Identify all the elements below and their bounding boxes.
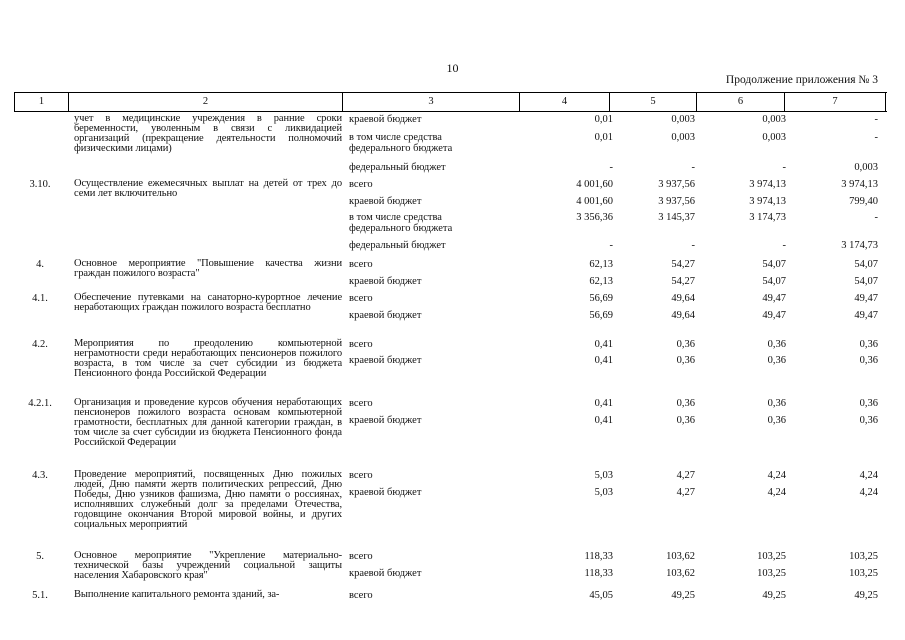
- value-col-6: 0,36: [767, 398, 786, 409]
- funding-source: федеральный бюджет: [349, 240, 446, 251]
- value-col-5: 4,27: [676, 470, 695, 481]
- row-description: Мероприятия по преодолению компьютерной неграмотности среди неработающих пенсионеров пожилого возраста, в том числе за счет субсидии из бюджета Пенсионного фонда Российской Федерации: [74, 338, 342, 379]
- value-col-6: 49,25: [762, 590, 786, 601]
- row-number: 4.3.: [32, 470, 48, 481]
- value-col-6: 0,36: [767, 355, 786, 366]
- value-col-7: 0,36: [859, 415, 878, 426]
- value-col-7: -: [874, 212, 878, 223]
- funding-source: в том числе средства федерального бюджета: [349, 132, 453, 154]
- row-number: 4.2.1.: [28, 398, 52, 409]
- funding-source: всего: [349, 293, 373, 304]
- value-col-5: 3 937,56: [658, 196, 695, 207]
- funding-source: краевой бюджет: [349, 415, 422, 426]
- value-col-6: 54,07: [762, 259, 786, 270]
- value-col-6: 0,003: [762, 132, 786, 143]
- value-col-5: 4,27: [676, 487, 695, 498]
- value-col-4: 62,13: [589, 259, 613, 270]
- value-col-6: 0,003: [762, 114, 786, 125]
- value-col-5: -: [691, 240, 695, 251]
- value-col-7: 49,47: [854, 293, 878, 304]
- row-number: 4.2.: [32, 339, 48, 350]
- funding-source: краевой бюджет: [349, 355, 422, 366]
- value-col-6: -: [782, 162, 786, 173]
- funding-source: всего: [349, 259, 373, 270]
- table-header: [14, 92, 887, 112]
- funding-source: краевой бюджет: [349, 568, 422, 579]
- value-col-4: 0,01: [594, 114, 613, 125]
- value-col-5: 103,62: [666, 568, 695, 579]
- value-col-4: 0,01: [594, 132, 613, 143]
- value-col-5: 54,27: [671, 259, 695, 270]
- value-col-4: 0,41: [594, 339, 613, 350]
- row-description: Основное мероприятие "Повышение качества жизни граждан пожилого возраста": [74, 258, 342, 279]
- funding-source: федеральный бюджет: [349, 162, 446, 173]
- row-number: 5.: [36, 551, 44, 562]
- value-col-4: 0,41: [594, 398, 613, 409]
- value-col-6: 3 974,13: [749, 179, 786, 190]
- header-col-3: 3: [343, 93, 520, 111]
- value-col-7: 4,24: [859, 470, 878, 481]
- value-col-4: 0,41: [594, 355, 613, 366]
- value-col-7: 0,36: [859, 339, 878, 350]
- value-col-4: 4 001,60: [576, 196, 613, 207]
- row-number: 4.1.: [32, 293, 48, 304]
- value-col-5: 0,003: [671, 114, 695, 125]
- funding-source: краевой бюджет: [349, 114, 422, 125]
- funding-source: всего: [349, 339, 373, 350]
- value-col-5: 49,25: [671, 590, 695, 601]
- value-col-7: 54,07: [854, 276, 878, 287]
- funding-source: всего: [349, 179, 373, 190]
- row-number: 5.1.: [32, 590, 48, 601]
- value-col-7: 49,25: [854, 590, 878, 601]
- value-col-4: 56,69: [589, 310, 613, 321]
- value-col-5: 0,36: [676, 398, 695, 409]
- value-col-6: 49,47: [762, 293, 786, 304]
- value-col-4: 118,33: [584, 568, 613, 579]
- value-col-7: 3 974,13: [841, 179, 878, 190]
- value-col-7: 49,47: [854, 310, 878, 321]
- row-description: Организация и проведение курсов обучения неработающих пенсионеров пожилого возраста основам компьютерной грамотности, бесплатных для данной категории граждан, в том числе за счет субсидии из бюджета Пенсионного фонда Российской Федерации: [74, 397, 342, 448]
- value-col-6: -: [782, 240, 786, 251]
- row-number: 4.: [36, 259, 44, 270]
- row-description: Осуществление ежемесячных выплат на детей от трех до семи лет включительно: [74, 178, 342, 199]
- value-col-6: 3 174,73: [749, 212, 786, 223]
- funding-source: всего: [349, 470, 373, 481]
- value-col-4: 56,69: [589, 293, 613, 304]
- value-col-6: 4,24: [767, 487, 786, 498]
- funding-source: всего: [349, 590, 373, 601]
- value-col-6: 3 974,13: [749, 196, 786, 207]
- value-col-5: -: [691, 162, 695, 173]
- row-description: Основное мероприятие "Укрепление материально-технической базы учреждений социальной защиты населения Хабаровского края": [74, 550, 342, 581]
- funding-source: всего: [349, 551, 373, 562]
- row-description: учет в медицинские учреждения в ранние сроки беременности, уволенным в связи с ликвидацией организаций (прекращение деятельности полномочий физическими лицами): [74, 113, 342, 154]
- value-col-4: -: [609, 162, 613, 173]
- value-col-7: 0,003: [854, 162, 878, 173]
- header-col-7: 7: [785, 93, 886, 111]
- row-description: Обеспечение путевками на санаторно-курортное лечение неработающих граждан пожилого возраста бесплатно: [74, 292, 342, 313]
- value-col-4: 5,03: [594, 487, 613, 498]
- page-number: 10: [446, 61, 459, 75]
- value-col-5: 0,36: [676, 415, 695, 426]
- value-col-7: -: [874, 132, 878, 143]
- funding-source: краевой бюджет: [349, 276, 422, 287]
- value-col-6: 0,36: [767, 415, 786, 426]
- value-col-5: 49,64: [671, 293, 695, 304]
- value-col-5: 0,003: [671, 132, 695, 143]
- value-col-7: 103,25: [849, 551, 878, 562]
- value-col-4: 45,05: [589, 590, 613, 601]
- header-col-4: 4: [520, 93, 610, 111]
- header-col-2: 2: [69, 93, 343, 111]
- value-col-4: 62,13: [589, 276, 613, 287]
- funding-source: краевой бюджет: [349, 487, 422, 498]
- continuation-note: Продолжение приложения № 3: [725, 74, 878, 86]
- row-number: 3.10.: [29, 179, 51, 190]
- row-description: Проведение мероприятий, посвященных Дню пожилых людей, Дню памяти жертв политических репрессий, Дню Победы, Дню узников фашизма, Дню памяти о россиянах, исполнявших служебный долг за пределами Отечества, годовщине окончания Второй мировой войны, и других социальных мероприятий: [74, 469, 342, 530]
- funding-source: краевой бюджет: [349, 196, 422, 207]
- value-col-5: 0,36: [676, 355, 695, 366]
- value-col-4: 0,41: [594, 415, 613, 426]
- value-col-5: 49,64: [671, 310, 695, 321]
- value-col-4: 4 001,60: [576, 179, 613, 190]
- value-col-6: 54,07: [762, 276, 786, 287]
- value-col-7: 0,36: [859, 355, 878, 366]
- value-col-4: 118,33: [584, 551, 613, 562]
- value-col-7: 0,36: [859, 398, 878, 409]
- value-col-6: 49,47: [762, 310, 786, 321]
- value-col-4: -: [609, 240, 613, 251]
- value-col-7: 3 174,73: [841, 240, 878, 251]
- header-col-6: 6: [697, 93, 785, 111]
- value-col-7: -: [874, 114, 878, 125]
- value-col-7: 103,25: [849, 568, 878, 579]
- funding-source: всего: [349, 398, 373, 409]
- value-col-4: 5,03: [594, 470, 613, 481]
- value-col-5: 54,27: [671, 276, 695, 287]
- value-col-5: 3 937,56: [658, 179, 695, 190]
- value-col-5: 103,62: [666, 551, 695, 562]
- row-description: Выполнение капитального ремонта зданий, за-: [74, 589, 280, 600]
- value-col-7: 799,40: [849, 196, 878, 207]
- value-col-6: 103,25: [757, 551, 786, 562]
- value-col-6: 103,25: [757, 568, 786, 579]
- funding-source: в том числе средства федерального бюджета: [349, 212, 453, 234]
- value-col-4: 3 356,36: [576, 212, 613, 223]
- funding-source: краевой бюджет: [349, 310, 422, 321]
- value-col-5: 3 145,37: [658, 212, 695, 223]
- value-col-6: 0,36: [767, 339, 786, 350]
- value-col-7: 4,24: [859, 487, 878, 498]
- value-col-7: 54,07: [854, 259, 878, 270]
- header-col-1: 1: [15, 93, 69, 111]
- header-col-5: 5: [610, 93, 697, 111]
- value-col-5: 0,36: [676, 339, 695, 350]
- value-col-6: 4,24: [767, 470, 786, 481]
